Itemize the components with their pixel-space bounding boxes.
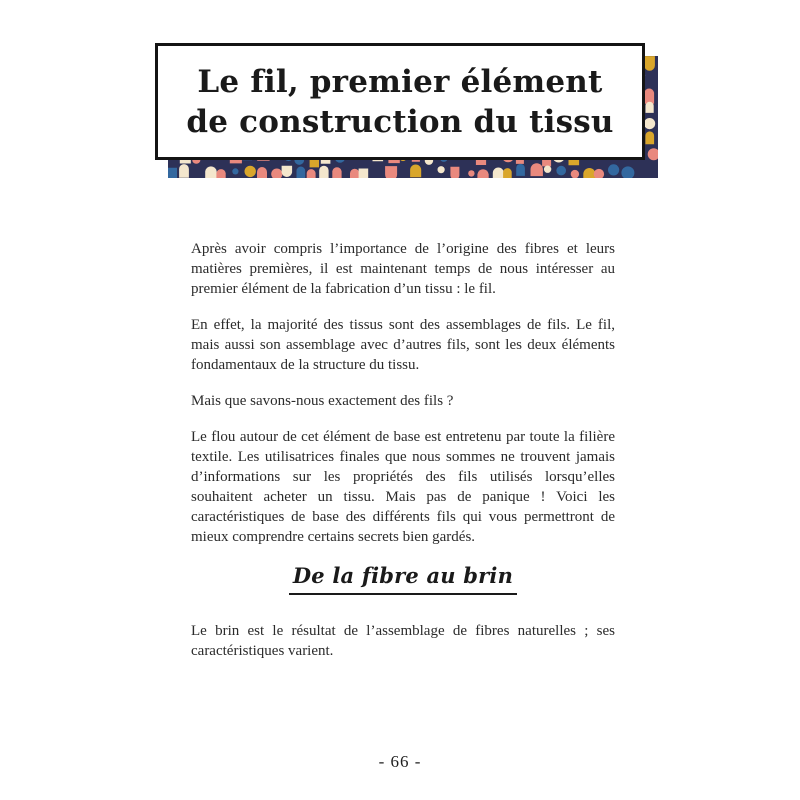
chapter-title-box (155, 43, 645, 160)
paragraph: Le brin est le résultat de l’assemblage de fibres naturelles ; ses caractéristiques varient. (191, 623, 615, 659)
paragraph: En effet, la majorité des tissus sont des assemblages de fils. Le fil, mais aussi son assemblage avec d’autres fils, sont les deux éléments fondamentaux de la structure du tissu. (191, 317, 615, 373)
body-text (191, 239, 615, 677)
chapter-title-line-1: Le fil, premier élément (197, 63, 603, 100)
paragraph: Le flou autour de cet élément de base est entretenu par toute la filière textile. Les utilisatrices finales que nous sommes ne trouvent jamais d’informations sur les propriétés des fils utilisés lorsqu’elles souhaitent acheter un tissu. Mais pas de panique ! Voici les caractéristiques de base des différents fils qui vous permettront de mieux comprendre certains secrets bien gardés. (191, 429, 615, 545)
paragraph: Mais que savons-nous exactement des fils ? (191, 393, 454, 409)
page-number: - 66 - (378, 752, 422, 771)
chapter-title-line-2: de construction du tissu (186, 103, 614, 140)
section-heading-wrap (191, 563, 615, 595)
section-heading: De la fibre au brin (289, 563, 517, 595)
paragraph: Après avoir compris l’importance de l’origine des fibres et leurs matières premières, il est maintenant temps de nous intéresser au premier élément de la fabrication d’un tissu : le fil. (191, 241, 615, 297)
